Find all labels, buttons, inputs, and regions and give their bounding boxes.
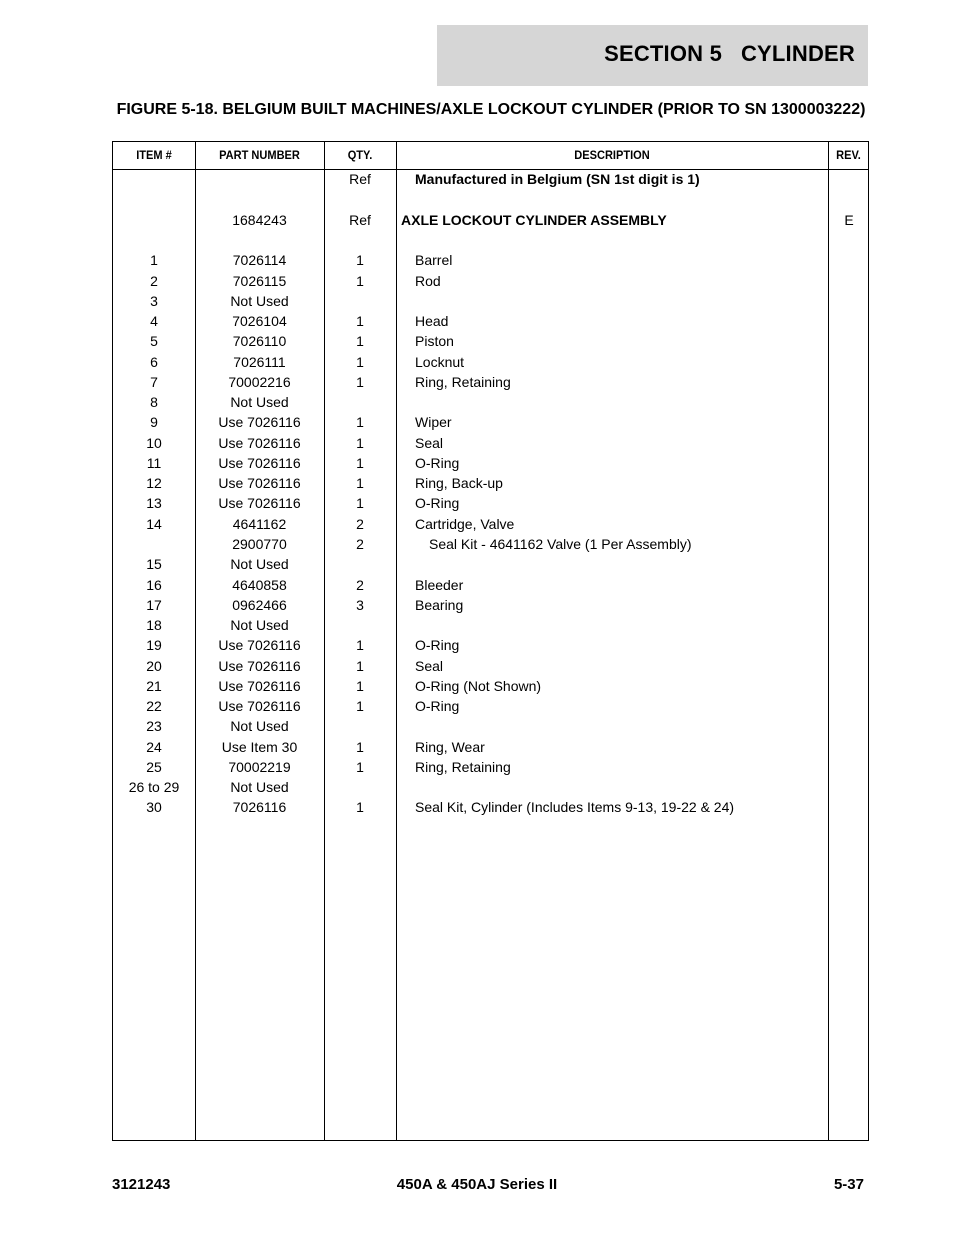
revision-cell: E [844, 212, 854, 228]
description-cell: Ring, Back-up [415, 475, 503, 491]
table-row [113, 777, 868, 797]
quantity-cell: 1 [356, 637, 364, 653]
table-row [113, 311, 868, 331]
item-number-cell: 6 [150, 354, 158, 370]
item-number-cell: 4 [150, 313, 158, 329]
quantity-cell: 1 [356, 455, 364, 471]
part-number-cell: Use 7026116 [218, 637, 301, 653]
table-row [113, 635, 868, 655]
description-cell: Piston [415, 333, 454, 349]
quantity-cell: 2 [356, 536, 364, 552]
description-cell: Seal Kit, Cylinder (Includes Items 9-13, 19-22 & 24) [415, 799, 735, 815]
column-header-description: DESCRIPTION [574, 148, 650, 162]
column-header-rev: REV. [836, 148, 861, 162]
part-number-cell: 7026115 [232, 273, 287, 289]
description-cell: Ring, Retaining [415, 374, 511, 390]
table-row [113, 716, 868, 736]
table-row [113, 372, 868, 392]
part-number-cell: 4640858 [232, 577, 287, 593]
column-header-qty: QTY. [347, 148, 373, 162]
part-number-cell: Not Used [230, 293, 289, 309]
description-cell: Rod [415, 273, 441, 289]
quantity-cell: 2 [356, 516, 364, 532]
description-cell: Wiper [415, 414, 452, 430]
part-number-cell: Not Used [230, 718, 289, 734]
table-row [113, 169, 868, 189]
description-cell: AXLE LOCKOUT CYLINDER ASSEMBLY [401, 212, 667, 228]
part-number-cell: 70002216 [228, 374, 291, 390]
quantity-cell: 1 [356, 252, 364, 268]
part-number-cell: Not Used [230, 617, 289, 633]
part-number-cell: 7026104 [232, 313, 287, 329]
table-row [113, 473, 868, 493]
table-row [113, 453, 868, 473]
item-number-cell: 14 [146, 516, 162, 532]
table-row [113, 534, 868, 554]
part-number-cell: Not Used [230, 779, 289, 795]
part-number-cell: 0962466 [232, 597, 287, 613]
quantity-cell: 1 [356, 354, 364, 370]
quantity-cell: 3 [356, 597, 364, 613]
item-number-cell: 5 [150, 333, 158, 349]
table-row [113, 737, 868, 757]
part-number-cell: 7026111 [233, 354, 286, 370]
quantity-cell: 1 [356, 273, 364, 289]
description-cell: Bleeder [415, 577, 464, 593]
description-cell: O-Ring (Not Shown) [415, 678, 542, 694]
quantity-cell: 1 [356, 678, 364, 694]
part-number-cell: 2900770 [232, 536, 287, 552]
footer-page-number: 5-37 [833, 1176, 864, 1193]
table-row [113, 250, 868, 270]
quantity-cell: Ref [349, 212, 371, 228]
item-number-cell: 13 [146, 495, 162, 511]
description-cell: Ring, Retaining [415, 759, 511, 775]
table-row [113, 352, 868, 372]
footer-model: 450A & 450AJ Series II [396, 1176, 558, 1193]
part-number-cell: Use 7026116 [218, 475, 301, 491]
description-cell: O-Ring [415, 495, 460, 511]
quantity-cell: 1 [356, 435, 364, 451]
table-row [113, 554, 868, 574]
quantity-cell: Ref [349, 171, 371, 187]
item-number-cell: 19 [146, 637, 162, 653]
item-number-cell: 12 [146, 475, 162, 491]
part-number-cell: Use Item 30 [221, 739, 298, 755]
part-number-cell: Use 7026116 [218, 698, 301, 714]
item-number-cell: 8 [150, 394, 158, 410]
table-row [113, 595, 868, 615]
quantity-cell: 1 [356, 739, 364, 755]
part-number-cell: Not Used [230, 556, 289, 572]
table-row [113, 271, 868, 291]
description-cell: Ring, Wear [415, 739, 485, 755]
quantity-cell: 1 [356, 333, 364, 349]
item-number-cell: 15 [146, 556, 162, 572]
item-number-cell: 3 [150, 293, 158, 309]
item-number-cell: 24 [146, 739, 162, 755]
part-number-cell: Use 7026116 [218, 435, 301, 451]
description-cell: Barrel [415, 252, 453, 268]
quantity-cell: 1 [356, 374, 364, 390]
part-number-cell: 1684243 [232, 212, 287, 228]
quantity-cell: 1 [356, 799, 364, 815]
part-number-cell: 7026114 [232, 252, 287, 268]
part-number-cell: 4641162 [232, 516, 287, 532]
table-row [113, 493, 868, 513]
description-cell: Seal Kit - 4641162 Valve (1 Per Assembly) [429, 536, 692, 552]
description-cell: Seal [415, 435, 444, 451]
item-number-cell: 18 [146, 617, 162, 633]
description-cell: O-Ring [415, 637, 460, 653]
table-row [113, 412, 868, 432]
description-cell: Seal [415, 658, 444, 674]
quantity-cell: 1 [356, 495, 364, 511]
part-number-cell: Use 7026116 [218, 414, 301, 430]
description-cell: Manufactured in Belgium (SN 1st digit is 1) [415, 171, 700, 187]
section-banner [437, 25, 868, 86]
table-row [113, 392, 868, 412]
description-cell: Cartridge, Valve [415, 516, 515, 532]
item-number-cell: 11 [146, 455, 162, 471]
figure-title: FIGURE 5-18. BELGIUM BUILT MACHINES/AXLE LOCKOUT CYLINDER (PRIOR TO SN 1300003222) [116, 101, 866, 118]
quantity-cell: 1 [356, 658, 364, 674]
item-number-cell: 10 [146, 435, 162, 451]
part-number-cell: 70002219 [228, 759, 291, 775]
column-header-part-number: PART NUMBER [219, 148, 300, 162]
part-number-cell: Use 7026116 [218, 495, 301, 511]
item-number-cell: 20 [146, 658, 162, 674]
item-number-cell: 9 [150, 414, 158, 430]
table-row [113, 433, 868, 453]
item-number-cell: 26 to 29 [128, 779, 180, 795]
table-row [113, 676, 868, 696]
description-cell: O-Ring [415, 455, 460, 471]
item-number-cell: 1 [150, 252, 158, 268]
item-number-cell: 2 [150, 273, 158, 289]
section-title: SECTION 5 CYLINDER [604, 41, 855, 66]
table-row [113, 656, 868, 676]
item-number-cell: 21 [146, 678, 162, 694]
quantity-cell: 1 [356, 698, 364, 714]
table-row [113, 210, 868, 230]
table-row [113, 797, 868, 817]
description-cell: Locknut [415, 354, 465, 370]
parts-table [112, 141, 869, 1141]
item-number-cell: 22 [146, 698, 162, 714]
part-number-cell: Use 7026116 [218, 455, 301, 471]
quantity-cell: 2 [356, 577, 364, 593]
table-row [113, 331, 868, 351]
table-row [113, 696, 868, 716]
column-header-item: ITEM # [136, 148, 172, 162]
table-row [113, 575, 868, 595]
item-number-cell: 25 [146, 759, 162, 775]
item-number-cell: 17 [146, 597, 162, 613]
quantity-cell: 1 [356, 475, 364, 491]
part-number-cell: Use 7026116 [218, 658, 301, 674]
item-number-cell: 16 [146, 577, 162, 593]
description-cell: O-Ring [415, 698, 460, 714]
quantity-cell: 1 [356, 414, 364, 430]
footer-doc-number: 3121243 [112, 1176, 171, 1193]
table-row [113, 514, 868, 534]
item-number-cell: 7 [150, 374, 158, 390]
table-row [113, 757, 868, 777]
item-number-cell: 23 [146, 718, 162, 734]
table-row [113, 615, 868, 635]
part-number-cell: Use 7026116 [218, 678, 301, 694]
part-number-cell: 7026116 [232, 799, 287, 815]
item-number-cell: 30 [146, 799, 162, 815]
part-number-cell: Not Used [230, 394, 289, 410]
part-number-cell: 7026110 [232, 333, 287, 349]
description-cell: Head [415, 313, 449, 329]
quantity-cell: 1 [356, 313, 364, 329]
description-cell: Bearing [415, 597, 464, 613]
table-row [113, 291, 868, 311]
quantity-cell: 1 [356, 759, 364, 775]
